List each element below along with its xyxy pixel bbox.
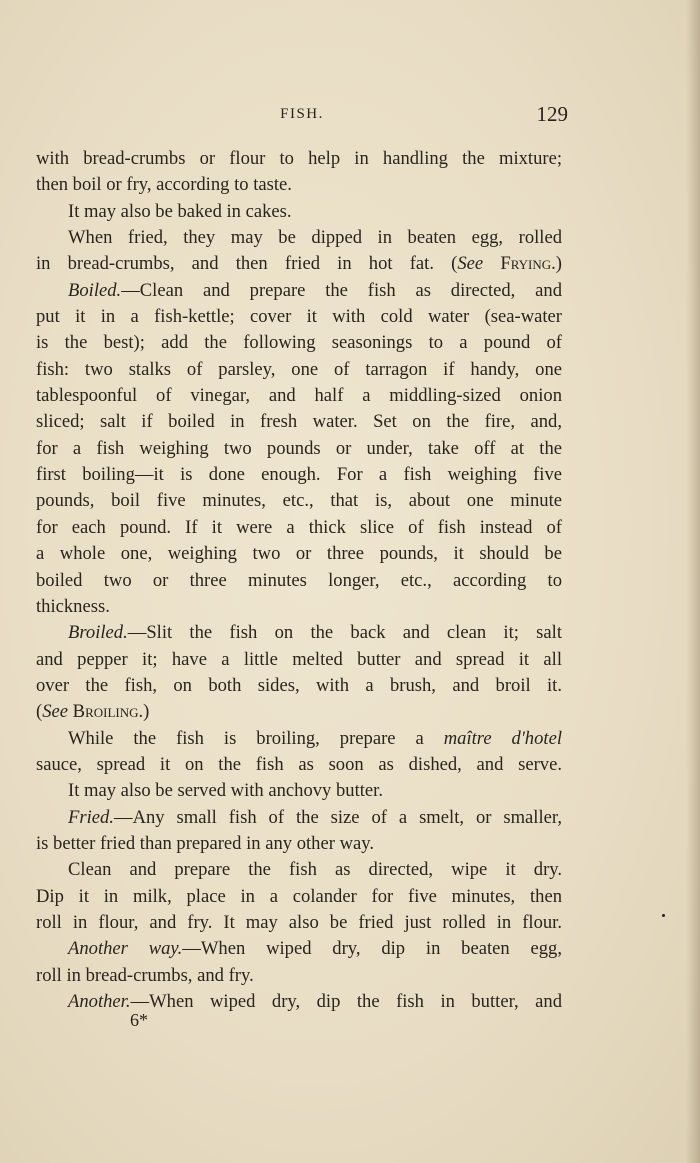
text-line: for each pound. If it were a thick slice of fish instead of xyxy=(36,516,562,538)
text-line: sauce, spread it on the fish as soon as dished, and serve. xyxy=(36,753,562,775)
cross-reference: Frying xyxy=(500,253,552,275)
text-line: It may also be baked in cakes. xyxy=(68,200,292,222)
running-head-title: FISH. xyxy=(280,106,324,122)
text-line: over the fish, on both sides, with a brush, and broil it. xyxy=(36,674,562,696)
text-span: .) xyxy=(551,253,562,275)
text-line: is better fried than prepared in any other way. xyxy=(36,832,374,854)
text-line: Clean and prepare the fish as directed, wipe it dry. xyxy=(68,859,562,881)
text-line xyxy=(36,699,562,725)
see-reference: See xyxy=(457,253,484,275)
text-span: in bread-crumbs, and then fried in hot fat. ( xyxy=(36,253,458,275)
section-heading: Boiled. xyxy=(68,279,122,301)
italic-term: maître d'hotel xyxy=(443,727,562,749)
section-heading: Another way. xyxy=(68,938,183,960)
body-text xyxy=(36,146,562,1015)
text-line: It may also be served with anchovy butter. xyxy=(68,780,383,802)
text-line: roll in bread-crumbs, and fry. xyxy=(36,964,254,986)
running-head xyxy=(36,102,568,126)
text-line xyxy=(36,726,562,752)
text-line: put it in a fish-kettle; cover it with cold water (sea-water xyxy=(36,306,562,328)
text-line: pounds, boil five minutes, etc., that is, about one minute xyxy=(36,490,562,512)
cross-reference: Broiling xyxy=(72,701,139,723)
text-span: ( xyxy=(36,701,43,723)
text-span: —When wiped dry, dip the fish in butter, and xyxy=(130,991,562,1012)
section-heading: Broiled. xyxy=(68,622,128,644)
text-span: —Slit the fish on the back and clean it; salt xyxy=(127,622,562,644)
text-line: Dip it in milk, place in a colander for five minutes, then xyxy=(36,885,562,907)
text-line: is the best); add the following seasonings to a pound of xyxy=(36,332,562,354)
text-line: first boiling—it is done enough. For a fish weighing five xyxy=(36,464,562,486)
signature-mark: 6* xyxy=(130,1010,148,1030)
text-line: for a fish weighing two pounds or under, take off at the xyxy=(36,437,562,459)
text-span: .) xyxy=(138,701,150,723)
text-line xyxy=(36,278,562,304)
text-line: thickness. xyxy=(36,595,110,617)
text-line: boiled two or three minutes longer, etc., according to xyxy=(36,569,562,591)
page-number: 129 xyxy=(536,102,568,126)
section-heading: Fried. xyxy=(68,806,114,828)
text-line: tablespoonful of vinegar, and half a middling-sized onion xyxy=(36,385,562,407)
text-line: with bread-crumbs or flour to help in handling the mixture; xyxy=(36,148,562,169)
text-line: fish: two stalks of parsley, one of tarragon if handy, one xyxy=(36,358,562,380)
text-line: then boil or fry, according to taste. xyxy=(36,174,292,196)
text-span: —Any small fish of the size of a smelt, or smaller, xyxy=(113,806,562,828)
text-line xyxy=(36,251,562,277)
text-line xyxy=(36,936,562,962)
text-span: —Clean and prepare the fish as directed, and xyxy=(121,279,562,301)
section-heading: Another. xyxy=(68,991,131,1012)
text-line: and pepper it; have a little melted butter and spread it all xyxy=(36,648,562,670)
text-line: roll in flour, and fry. It may also be fried just rolled in flour. xyxy=(36,911,562,933)
text-line: sliced; salt if boiled in fresh water. Set on the fire, and, xyxy=(36,411,562,433)
text-line xyxy=(36,989,562,1015)
text-line: When fried, they may be dipped in beaten egg, rolled xyxy=(68,227,562,249)
text-line xyxy=(36,620,562,646)
text-line: a whole one, weighing two or three pounds, it should be xyxy=(36,543,562,565)
text-span: While the fish is broiling, prepare a xyxy=(68,727,444,749)
ink-speck xyxy=(662,914,665,917)
text-span: —When wiped dry, dip in beaten egg, xyxy=(182,938,562,960)
text-line xyxy=(36,805,562,831)
see-reference: See xyxy=(42,701,69,723)
